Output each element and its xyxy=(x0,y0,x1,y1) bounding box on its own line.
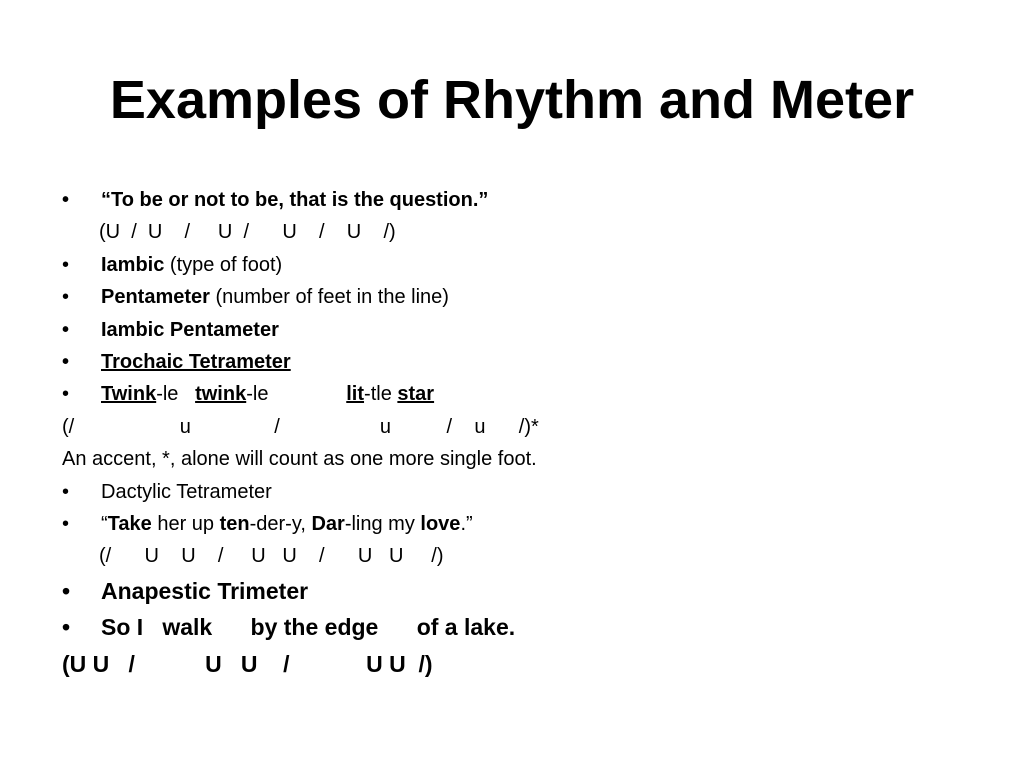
term-pentameter: Pentameter xyxy=(101,286,210,309)
term-iambic: Iambic xyxy=(101,253,165,276)
iambic-description: (type of foot) xyxy=(164,253,283,276)
take-her-up-segment: love xyxy=(420,512,461,535)
accent-note: An accent, *, alone will count as one more single foot. xyxy=(62,448,537,471)
scansion-line-3: (/ U U / U U / U U /) xyxy=(99,545,444,568)
pentameter-item xyxy=(62,281,1002,313)
take-her-up-segment: -ling my xyxy=(344,512,421,535)
dactylic-tetrameter-item: • Dactylic Tetrameter xyxy=(62,476,1002,508)
anapestic-trimeter-item: • Anapestic Trimeter xyxy=(62,573,1002,610)
twinkle-segment: -le xyxy=(246,383,347,406)
slide-title: Examples of Rhythm and Meter xyxy=(109,70,915,130)
take-her-up-segment: .” xyxy=(460,512,473,535)
quote-line: • “To be or not to be, that is the question.” xyxy=(62,184,1002,216)
take-her-up-segment: “ xyxy=(101,512,108,535)
scansion-line-4: (U U / U U / U U /) xyxy=(62,650,433,677)
pentameter-description: (number of feet in the line) xyxy=(209,286,449,309)
slide-body xyxy=(62,184,1002,682)
twinkle-segment: twink xyxy=(195,383,247,406)
iambic-pentameter-item: • Iambic Pentameter xyxy=(62,314,1002,346)
lake-line: • So I walk by the edge of a lake. xyxy=(62,609,1002,646)
twinkle-segment: star xyxy=(397,383,435,406)
iambic-item xyxy=(62,249,1002,281)
take-her-up-segment: Dar xyxy=(311,512,345,535)
take-her-up-segment: her up xyxy=(151,512,220,535)
twinkle-segment: lit xyxy=(346,383,365,406)
take-her-up-segment: ten xyxy=(219,512,250,535)
trochaic-tetrameter-item: • Trochaic Tetrameter xyxy=(62,346,1002,378)
scansion-line-2: (/ u / u / u /)* xyxy=(62,415,539,438)
twinkle-line xyxy=(62,378,1002,410)
twinkle-segment: -tle xyxy=(364,383,398,406)
scansion-line-1: (U / U / U / U / U /) xyxy=(99,221,396,244)
take-her-up-segment: Take xyxy=(107,512,152,535)
twinkle-segment: Twink xyxy=(101,383,157,406)
take-her-up-line xyxy=(62,508,1002,540)
twinkle-segment: -le xyxy=(156,383,196,406)
take-her-up-segment: -der-y, xyxy=(249,512,312,535)
